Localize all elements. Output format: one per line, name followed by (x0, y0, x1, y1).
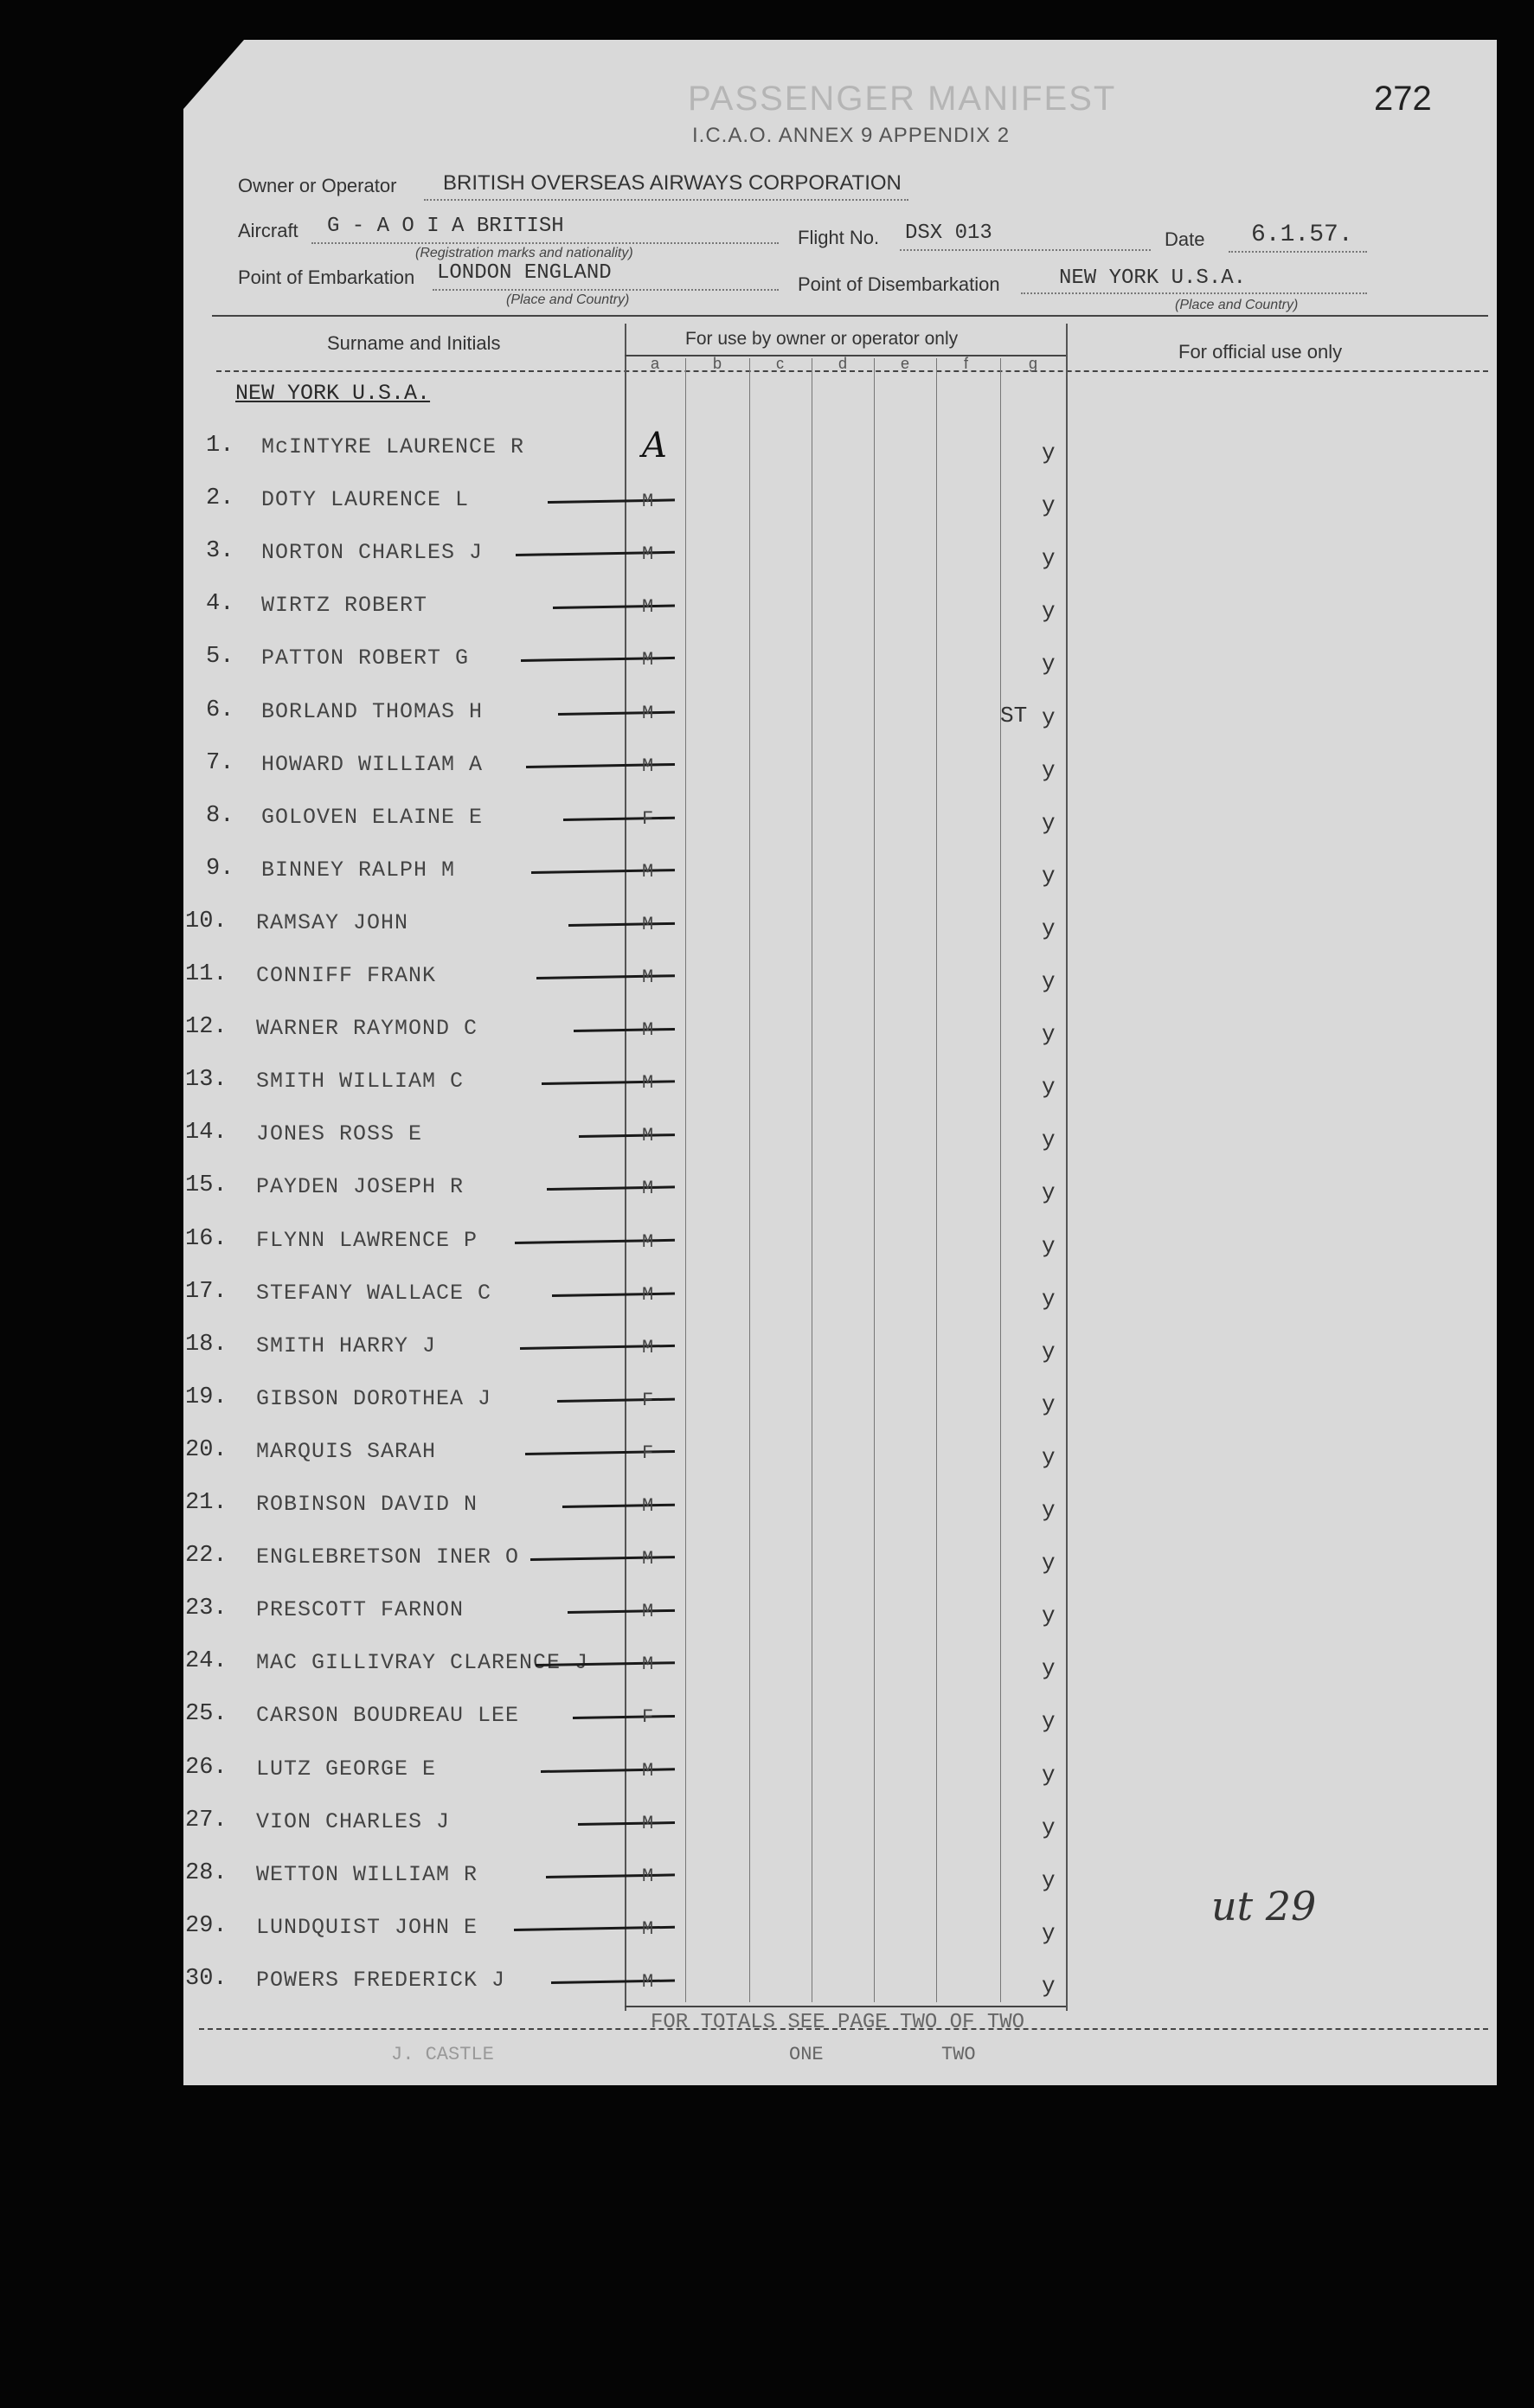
sex-code: M (642, 1336, 654, 1358)
passenger-row (0, 1116, 1534, 1168)
page-one-text: ONE (789, 2044, 824, 2065)
column-g-mark: y (1042, 1919, 1056, 1946)
totals-note: FOR TOTALS SEE PAGE TWO OF TWO (651, 2011, 1025, 2034)
row-number: 21. (185, 1490, 228, 1516)
passenger-name: BORLAND THOMAS H (261, 698, 484, 724)
disembarkation-note: (Place and Country) (1175, 298, 1299, 312)
sex-code: F (642, 807, 654, 830)
sex-code: M (642, 1812, 654, 1834)
column-g-mark: y (1042, 1761, 1056, 1788)
sex-code: M (642, 491, 654, 513)
row-number: 9. (206, 855, 234, 882)
passenger-name: MAC GILLIVRAY CLARENCE J (256, 1650, 589, 1676)
row-number: 29. (185, 1912, 228, 1939)
column-g-mark: y (1042, 756, 1056, 783)
passenger-name: WARNER RAYMOND C (256, 1016, 478, 1042)
sex-code: M (642, 1865, 654, 1887)
passenger-row (0, 958, 1534, 1010)
column-g-mark: y (1042, 968, 1056, 994)
passenger-name: STEFANY WALLACE C (256, 1280, 492, 1306)
column-g-mark: y (1042, 1602, 1056, 1629)
sex-code: M (642, 1230, 654, 1253)
check-stroke (557, 1397, 675, 1402)
check-stroke (548, 499, 675, 504)
passenger-name: MARQUIS SARAH (256, 1438, 437, 1464)
destination-heading: NEW YORK U.S.A. (235, 381, 431, 406)
passenger-name: VION CHARLES J (256, 1808, 451, 1834)
row-number: 11. (185, 961, 228, 987)
sex-code: M (642, 1653, 654, 1676)
passenger-name: LUNDQUIST JOHN E (256, 1914, 478, 1940)
sex-code: M (642, 860, 654, 883)
row-number: 17. (185, 1278, 228, 1305)
check-stroke (579, 1133, 675, 1138)
sex-code: M (642, 1917, 654, 1940)
row-number: 2. (206, 485, 234, 512)
passenger-name: RAMSAY JOHN (256, 909, 409, 935)
row-number: 7. (206, 749, 234, 776)
sex-code: M (642, 649, 654, 671)
check-stroke (568, 1609, 675, 1614)
passenger-row (0, 1751, 1534, 1803)
passenger-name: GIBSON DOROTHEA J (256, 1385, 492, 1411)
passenger-row (0, 1539, 1534, 1591)
passenger-row (0, 1698, 1534, 1750)
check-stroke (573, 1715, 675, 1719)
passenger-name: WETTON WILLIAM R (256, 1861, 478, 1887)
passenger-row (0, 1063, 1534, 1115)
passenger-name: FLYNN LAWRENCE P (256, 1227, 478, 1253)
row-number: 24. (185, 1648, 228, 1675)
operator-header: For use by owner or operator only (685, 329, 959, 349)
column-header-b: b (713, 355, 722, 372)
check-stroke (563, 816, 675, 820)
passenger-row (0, 426, 1534, 481)
passenger-row (0, 694, 1534, 746)
passenger-name: ROBINSON DAVID N (256, 1492, 478, 1517)
surname-header: Surname and Initials (327, 332, 501, 354)
manifest-subtitle: I.C.A.O. ANNEX 9 APPENDIX 2 (692, 124, 1011, 147)
sex-code: M (642, 1601, 654, 1623)
row-number: 14. (185, 1120, 228, 1146)
sex-code: F (642, 1389, 654, 1411)
check-stroke (562, 1504, 675, 1508)
sex-code: M (642, 1283, 654, 1306)
check-stroke (542, 1081, 675, 1086)
column-g-mark: y (1042, 440, 1056, 466)
check-stroke (558, 710, 675, 715)
row-number: 20. (185, 1436, 228, 1463)
owner-value: BRITISH OVERSEAS AIRWAYS CORPORATION (443, 171, 902, 195)
passenger-name: BINNEY RALPH M (261, 857, 456, 883)
column-g-mark: y (1042, 1443, 1056, 1470)
passenger-name: DOTY LAURENCE L (261, 487, 470, 513)
passenger-row (0, 482, 1534, 534)
passenger-name: HOWARD WILLIAM A (261, 751, 484, 777)
row-number: 3. (206, 538, 234, 565)
sex-code: M (642, 913, 654, 935)
passenger-row (0, 1169, 1534, 1221)
row-number: 6. (206, 697, 234, 723)
column-header-g: g (1029, 355, 1038, 372)
check-stroke (568, 922, 675, 927)
column-g-mark: y (1042, 651, 1056, 677)
sex-code: M (642, 1072, 654, 1095)
passenger-row (0, 1434, 1534, 1486)
sex-code: M (642, 702, 654, 724)
check-stroke (546, 1873, 675, 1878)
passenger-name: JONES ROSS E (256, 1121, 423, 1147)
column-g-mark: y (1042, 1338, 1056, 1365)
sex-code: M (642, 543, 654, 566)
row-number: 26. (185, 1754, 228, 1781)
embarkation-label: Point of Embarkation (238, 266, 415, 288)
passenger-row (0, 1328, 1534, 1380)
page-number: 272 (1374, 80, 1432, 118)
aircraft-value: G - A O I A BRITISH (327, 215, 564, 238)
owner-label: Owner or Operator (238, 175, 397, 196)
check-stroke (551, 1979, 675, 1983)
passenger-row (0, 1645, 1534, 1697)
column-g-mark: y (1042, 1497, 1056, 1523)
row-number: 22. (185, 1543, 228, 1570)
column-g-mark: y (1042, 1074, 1056, 1101)
column-f-code: ST (1000, 702, 1028, 729)
column-g-mark: y (1042, 915, 1056, 941)
column-g-mark: y (1042, 1655, 1056, 1682)
date-value: 6.1.57. (1251, 222, 1353, 248)
passenger-row (0, 1223, 1534, 1275)
column-g-mark: y (1042, 492, 1056, 519)
check-stroke (541, 1768, 675, 1773)
page-bottom-rule (199, 2028, 1488, 2030)
sex-code: M (642, 1548, 654, 1570)
check-stroke (574, 1028, 675, 1032)
column-header-c: c (776, 355, 784, 372)
sex-code: M (642, 1759, 654, 1782)
column-g-mark: y (1042, 703, 1056, 730)
passenger-row (0, 1381, 1534, 1433)
row-number: 27. (185, 1807, 228, 1833)
column-g-mark: y (1042, 1866, 1056, 1893)
sex-code: M (642, 1178, 654, 1200)
passenger-name: SMITH HARRY J (256, 1332, 437, 1358)
passenger-name: POWERS FREDERICK J (256, 1967, 506, 1993)
sex-code: M (642, 755, 654, 777)
column-g-mark: y (1042, 862, 1056, 889)
embarkation-note: (Place and Country) (506, 292, 630, 307)
check-stroke (578, 1821, 675, 1826)
row-number: 15. (185, 1172, 228, 1199)
row-number: 12. (185, 1014, 228, 1041)
passenger-name: LUTZ GEORGE E (256, 1756, 437, 1782)
column-g-mark: y (1042, 809, 1056, 836)
sex-code: M (642, 966, 654, 988)
official-handwritten-note: ut 29 (1211, 1883, 1317, 1930)
official-header: For official use only (1178, 341, 1343, 363)
column-header-a: a (651, 355, 660, 372)
page-two-text: TWO (941, 2044, 976, 2065)
row-number: 13. (185, 1067, 228, 1094)
check-stroke (553, 605, 675, 609)
column-g-mark: y (1042, 1390, 1056, 1417)
passenger-row (0, 852, 1534, 904)
check-stroke (536, 974, 675, 979)
flight-value: DSX 013 (905, 222, 992, 245)
row-number: 23. (185, 1596, 228, 1622)
passenger-name: PATTON ROBERT G (261, 645, 470, 671)
column-g-mark: y (1042, 1972, 1056, 1999)
sex-code: F (642, 1706, 654, 1729)
column-header-f: f (964, 355, 969, 372)
disembarkation-value: NEW YORK U.S.A. (1059, 266, 1247, 290)
row-number: 28. (185, 1859, 228, 1886)
passenger-name: NORTON CHARLES J (261, 540, 484, 566)
passenger-row (0, 1275, 1534, 1327)
column-g-mark: y (1042, 598, 1056, 625)
row-number: 30. (185, 1965, 228, 1992)
sex-code: M (642, 1019, 654, 1042)
passenger-row (0, 1804, 1534, 1856)
sex-code: M (642, 1970, 654, 1993)
date-label: Date (1165, 228, 1205, 250)
passenger-name: ENGLEBRETSON INER O (256, 1544, 520, 1570)
check-stroke (547, 1186, 675, 1191)
passenger-name: CONNIFF FRANK (256, 963, 437, 988)
row-number: 5. (206, 644, 234, 671)
passenger-name: PRESCOTT FARNON (256, 1597, 465, 1623)
column-g-mark: y (1042, 1179, 1056, 1206)
column-g-mark: y (1042, 1232, 1056, 1259)
column-g-mark: y (1042, 1285, 1056, 1312)
passenger-row (0, 535, 1534, 587)
column-g-mark: y (1042, 1021, 1056, 1048)
disembarkation-label: Point of Disembarkation (798, 273, 1000, 295)
column-g-mark: y (1042, 1550, 1056, 1576)
column-g-mark: y (1042, 1708, 1056, 1735)
totals-rule (625, 2006, 1066, 2007)
sex-code: A (642, 426, 667, 466)
passenger-name: McINTYRE LAURENCE R (261, 434, 525, 459)
passenger-name: PAYDEN JOSEPH R (256, 1174, 465, 1200)
passenger-row (0, 799, 1534, 851)
passenger-row (0, 1487, 1534, 1538)
passenger-row (0, 1592, 1534, 1644)
column-g-mark: y (1042, 1127, 1056, 1153)
row-number: 1. (206, 433, 234, 459)
column-header-d: d (838, 355, 848, 372)
passenger-row (0, 588, 1534, 639)
aircraft-label: Aircraft (238, 220, 298, 241)
passenger-name: WIRTZ ROBERT (261, 593, 428, 619)
sex-code: M (642, 1125, 654, 1147)
manifest-title: PASSENGER MANIFEST (688, 80, 1117, 118)
sex-code: M (642, 1495, 654, 1517)
row-number: 4. (206, 591, 234, 618)
column-g-mark: y (1042, 1814, 1056, 1840)
check-stroke (552, 1292, 675, 1296)
passenger-name: GOLOVEN ELAINE E (261, 804, 484, 830)
passenger-name: SMITH WILLIAM C (256, 1069, 465, 1095)
passenger-row (0, 747, 1534, 799)
row-number: 10. (185, 908, 228, 934)
row-number: 19. (185, 1384, 228, 1410)
row-number: 8. (206, 802, 234, 829)
passenger-row (0, 640, 1534, 692)
passenger-row (0, 1011, 1534, 1063)
registration-note: (Registration marks and nationality) (415, 246, 633, 260)
sex-code: M (642, 596, 654, 619)
column-g-mark: y (1042, 545, 1056, 572)
flight-label: Flight No. (798, 227, 880, 248)
row-number: 18. (185, 1331, 228, 1358)
row-number: 25. (185, 1701, 228, 1728)
passenger-row (0, 905, 1534, 957)
embarkation-value: LONDON ENGLAND (437, 261, 612, 285)
sex-code: F (642, 1442, 654, 1464)
row-number: 16. (185, 1225, 228, 1252)
passenger-name: CARSON BOUDREAU LEE (256, 1703, 520, 1729)
column-header-e: e (901, 355, 910, 372)
signature-text: J. CASTLE (391, 2044, 494, 2065)
